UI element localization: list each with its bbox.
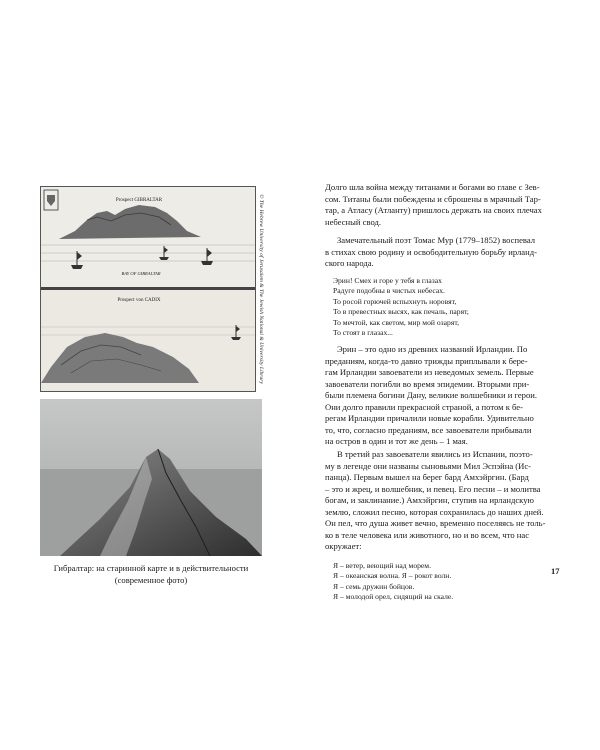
- caption-line-1: Гибралтар: на старинной карте и в действительности: [53, 563, 249, 573]
- paragraph-titans: [325, 182, 565, 228]
- poem-line: Эрин! Смех и горе у тебя в глазах: [333, 276, 442, 285]
- text-line: богам, и заклинание.) Амхэйргин, ступив на ирландскую: [325, 495, 534, 505]
- poem-line: Радуге подобны в чистых небесах.: [333, 286, 445, 296]
- text-line: регам Ирландии причалили новые корабли. Удивительно: [325, 413, 534, 423]
- text-line: небесный свод.: [325, 216, 382, 227]
- text-line: панца). Первым вышел на берег бард Амхэйргин. (Бард: [325, 472, 529, 482]
- paragraph-amergin: [325, 449, 565, 553]
- map-divider: [41, 287, 255, 290]
- text-line: окружает:: [325, 541, 362, 551]
- bottom-map-title: Prospect von CADIX: [117, 298, 161, 303]
- figure-caption: [40, 563, 262, 586]
- poem-line: Я – семь дружин бойцов.: [333, 581, 415, 591]
- text-line: Он пел, что душа живет вечно, временно поселяясь не толь-: [325, 518, 546, 528]
- text-line: – это и жрец, и волшебник, и певец. Его песни – и молитва: [325, 483, 541, 494]
- poem-line: Я – ветер, веющий над морем.: [333, 561, 431, 570]
- caption-line-2: (современное фото): [114, 574, 188, 585]
- poem-line: Я – океанская волна. Я – рокот волн.: [333, 571, 452, 581]
- poem-erin: [325, 276, 565, 338]
- text-line: ко в теле человека или животного, но и во всем, что нас: [325, 529, 530, 540]
- text-line: Замечательный поэт Томас Мур (1779–1852) воспевал: [337, 235, 536, 245]
- paragraph-erin: [325, 344, 565, 448]
- text-line: му в легенде они названы сыновьями Мил Эспэйна (Ис-: [325, 460, 532, 471]
- poem-line: То стоят в глазах...: [333, 328, 393, 338]
- poem-line: То в превестных высях, как печаль, парят,: [333, 307, 469, 317]
- text-line: Долго шла война между титанами и богами во главе с Зев-: [325, 182, 540, 192]
- text-line: землю, сложил песню, которая сохранилась до наших дней.: [325, 506, 544, 517]
- poem-line: То росой горючей вспыхнуть норовят,: [333, 296, 457, 306]
- page-number: 17: [551, 566, 560, 576]
- text-line: то, что, согласно преданиям, все завоеватели прибывали: [325, 424, 532, 435]
- text-line: ского народа.: [325, 258, 374, 268]
- copyright-notice: © The Hebrew University of Jerusalem & The Jewish National & University Library: [258, 194, 264, 384]
- text-line: В третий раз завоеватели явились из Испании, поэто-: [337, 449, 533, 459]
- gibraltar-photo: [40, 399, 262, 556]
- text-line: в стихах свою родину и освободительную борьбу ирланд-: [325, 246, 537, 257]
- text-line: преданиям, когда-то давно трижды приплывали к бере-: [325, 355, 528, 366]
- text-line: на остров в один и тот же день – 1 мая.: [325, 436, 468, 446]
- text-line: тар, а Атласу (Атланту) пришлось держать на своих плечах: [325, 205, 542, 215]
- poem-line: Я – молодой орел, сидящий на скале.: [333, 592, 454, 602]
- poem-line: То мечтой, как светом, мир мой озарят,: [333, 317, 459, 327]
- text-line: были племена богини Дану, великие волшебники и герои.: [325, 390, 538, 400]
- top-map-banner: BAY OF GIBRALTAR: [121, 271, 161, 276]
- text-line: гам Ирландии завоеватели из неведомых земель. Первые: [325, 367, 534, 377]
- text-line: сом. Титаны были побеждены и сброшены в мрачный Тар-: [325, 193, 541, 204]
- poem-amergin: [325, 561, 565, 603]
- text-line: Эрин – это одно из древних названий Ирландии. По: [337, 344, 528, 354]
- photo-drawing: [40, 399, 262, 556]
- paragraph-thomas-moore: [325, 235, 565, 270]
- text-line: завоеватели погибли во время эпидемии. Вторыми при-: [325, 378, 530, 389]
- engraving-drawing: [41, 187, 255, 391]
- text-line: Они долго правили прекрасной страной, а потом к бе-: [325, 401, 523, 412]
- top-map-title: Prospect GIBRALTAR: [115, 198, 163, 203]
- old-map-engraving: [40, 186, 256, 392]
